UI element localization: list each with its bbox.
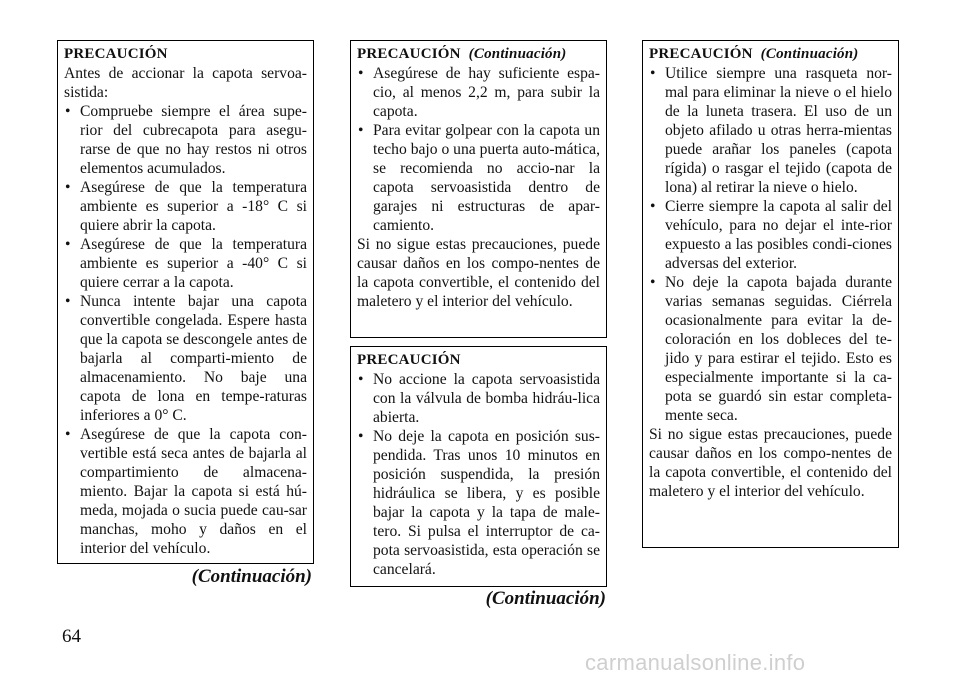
list-item: • Cierre siempre la capota al salir del vehículo, para no dejar el inte-rior expuesto a las posibles condi-ciones adversas del exterior. — [649, 197, 892, 273]
list-item: • No deje la capota en posición sus-pendida. Tras unos 10 minutos en posición suspendida, la presión hidráulica se libera, y es posible bajar la capota y la tapa de male-tero. Si pulsa el interruptor de ca-pota servoasistida, esta operación se cancelará. — [357, 427, 600, 579]
list-item: • No deje la capota bajada durante varias semanas seguidas. Ciérrela ocasionalmente para evitar la de-coloración en los dobleces del te-jido y para estirar el tejido. Esto es especialmente importante si la ca-pota se guardó sin estar completa-mente seca. — [649, 273, 892, 425]
caution-heading: PRECAUCIÓN — [64, 46, 168, 62]
list-item: • Asegúrese de que la capota con-vertible está seca antes de bajarla al compartimiento de almacena-miento. Bajar la capota si está hú-meda, mojada o sucia puede cau-sar manchas, moho y daños en el interior del vehículo. — [64, 425, 307, 558]
list-item: • Nunca intente bajar una capota convertible congelada. Espere hasta que la capota se descongele antes de bajarla al comparti-miento de almacenamiento. No baje una capota de lona en tempe-raturas inferiores a 0° C. — [64, 292, 307, 425]
caution-heading: PRECAUCIÓN — [357, 352, 461, 368]
caution-list — [357, 370, 600, 579]
caution-heading — [357, 45, 600, 64]
list-item: • Asegúrese de hay suficiente espa-cio, al menos 2,2 m, para subir la capota. — [357, 64, 600, 121]
caution-box-1 — [57, 40, 314, 564]
caution-list — [357, 64, 600, 235]
continued-label: (Continuación) — [191, 566, 312, 587]
continued-label: (Continuación) — [485, 588, 606, 609]
caution-outro: Si no sigue estas precauciones, puede causar daños en los compo-nentes de la capota convertible, el contenido del maletero y el interior del vehículo. — [357, 236, 600, 310]
caution-heading-continued: (Continuación) — [468, 46, 567, 62]
caution-intro: Antes de accionar la capota servoa-sistida: — [64, 65, 307, 101]
list-item: • Asegúrese de que la temperatura ambiente es superior a -18° C si quiere abrir la capota. — [64, 178, 307, 235]
list-item: • Para evitar golpear con la capota un techo bajo o una puerta auto-mática, se recomienda no accio-nar la capota servoasistida dentro de garajes ni estructuras de apar-camiento. — [357, 121, 600, 235]
caution-box-4 — [642, 40, 899, 548]
caution-heading — [649, 45, 892, 64]
caution-box-2 — [350, 40, 607, 338]
watermark: carmanualsonline.info — [585, 650, 806, 675]
caution-list — [64, 102, 307, 558]
page-number: 64 — [62, 626, 81, 647]
caution-list — [649, 64, 892, 425]
caution-heading-text: PRECAUCIÓN — [357, 46, 461, 62]
list-item: • No accione la capota servoasistida con la válvula de bomba hidráu-lica abierta. — [357, 370, 600, 427]
caution-box-3 — [350, 346, 607, 587]
caution-outro: Si no sigue estas precauciones, puede causar daños en los compo-nentes de la capota convertible, el contenido del maletero y el interior del vehículo. — [649, 426, 892, 500]
list-item: • Compruebe siempre el área supe-rior del cubrecapota para asegu-rarse de que no hay restos ni otros elementos acumulados. — [64, 102, 307, 178]
caution-heading-continued: (Continuación) — [760, 46, 859, 62]
list-item: • Utilice siempre una rasqueta nor-mal para eliminar la nieve o el hielo de la luneta trasera. El uso de un objeto afilado u otras herra-mientas puede arañar los paneles (capota rígida) o rasgar el tejido (capota de lona) al retirar la nieve o hielo. — [649, 64, 892, 197]
list-item: • Asegúrese de que la temperatura ambiente es superior a -40° C si quiere cerrar a la capota. — [64, 235, 307, 292]
caution-heading-text: PRECAUCIÓN — [649, 46, 753, 62]
